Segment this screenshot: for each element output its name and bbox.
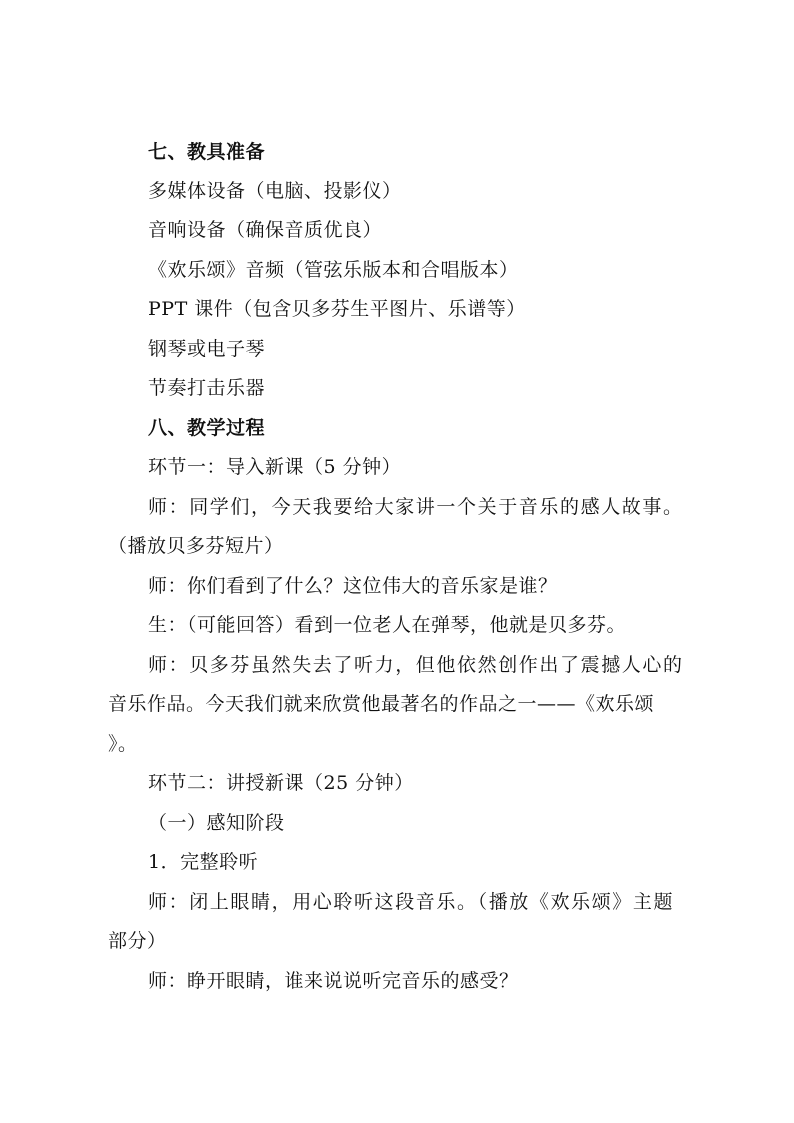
- equipment-item-2: 音响设备（确保音质优良）: [148, 219, 383, 241]
- paragraph-6: 师：睁开眼睛，谁来说说听完音乐的感受？: [148, 970, 519, 992]
- paragraph-4-line-1: 师：贝多芬虽然失去了听力，但他依然创作出了震撼人心的: [148, 654, 684, 676]
- equipment-item-6: 节奏打击乐器: [148, 377, 266, 399]
- section-8-title: 八、教学过程: [148, 417, 266, 439]
- paragraph-5-line-2: 部分）: [108, 930, 167, 952]
- item-1-title: 1．完整聆听: [148, 851, 259, 873]
- section-7-title: 七、教具准备: [148, 141, 266, 163]
- paragraph-5-line-1: 师：闭上眼睛，用心聆听这段音乐。（播放《欢乐颂》主题: [148, 891, 675, 913]
- step-1-title: 环节一：导入新课（5 分钟）: [148, 456, 402, 478]
- paragraph-1-line-1: 师：同学们，今天我要给大家讲一个关于音乐的感人故事。: [148, 496, 684, 518]
- paragraph-1-line-2: （播放贝多芬短片）: [108, 535, 284, 557]
- paragraph-3: 生：（可能回答）看到一位老人在弹琴，他就是贝多芬。: [148, 614, 627, 636]
- equipment-item-3: 《欢乐颂》音频（管弦乐版本和合唱版本）: [148, 259, 519, 281]
- paragraph-2: 师：你们看到了什么？这位伟大的音乐家是谁？: [148, 575, 558, 597]
- paragraph-4-line-2: 音乐作品。今天我们就来欣赏他最著名的作品之一——《欢乐颂: [108, 693, 655, 715]
- equipment-item-4: PPT 课件（包含贝多芬生平图片、乐谱等）: [148, 298, 526, 320]
- paragraph-4-line-3: 》。: [108, 733, 138, 755]
- subsection-1-title: （一）感知阶段: [148, 812, 285, 834]
- step-2-title: 环节二：讲授新课（25 分钟）: [148, 772, 414, 794]
- equipment-item-5: 钢琴或电子琴: [148, 338, 266, 360]
- equipment-item-1: 多媒体设备（电脑、投影仪）: [148, 180, 402, 202]
